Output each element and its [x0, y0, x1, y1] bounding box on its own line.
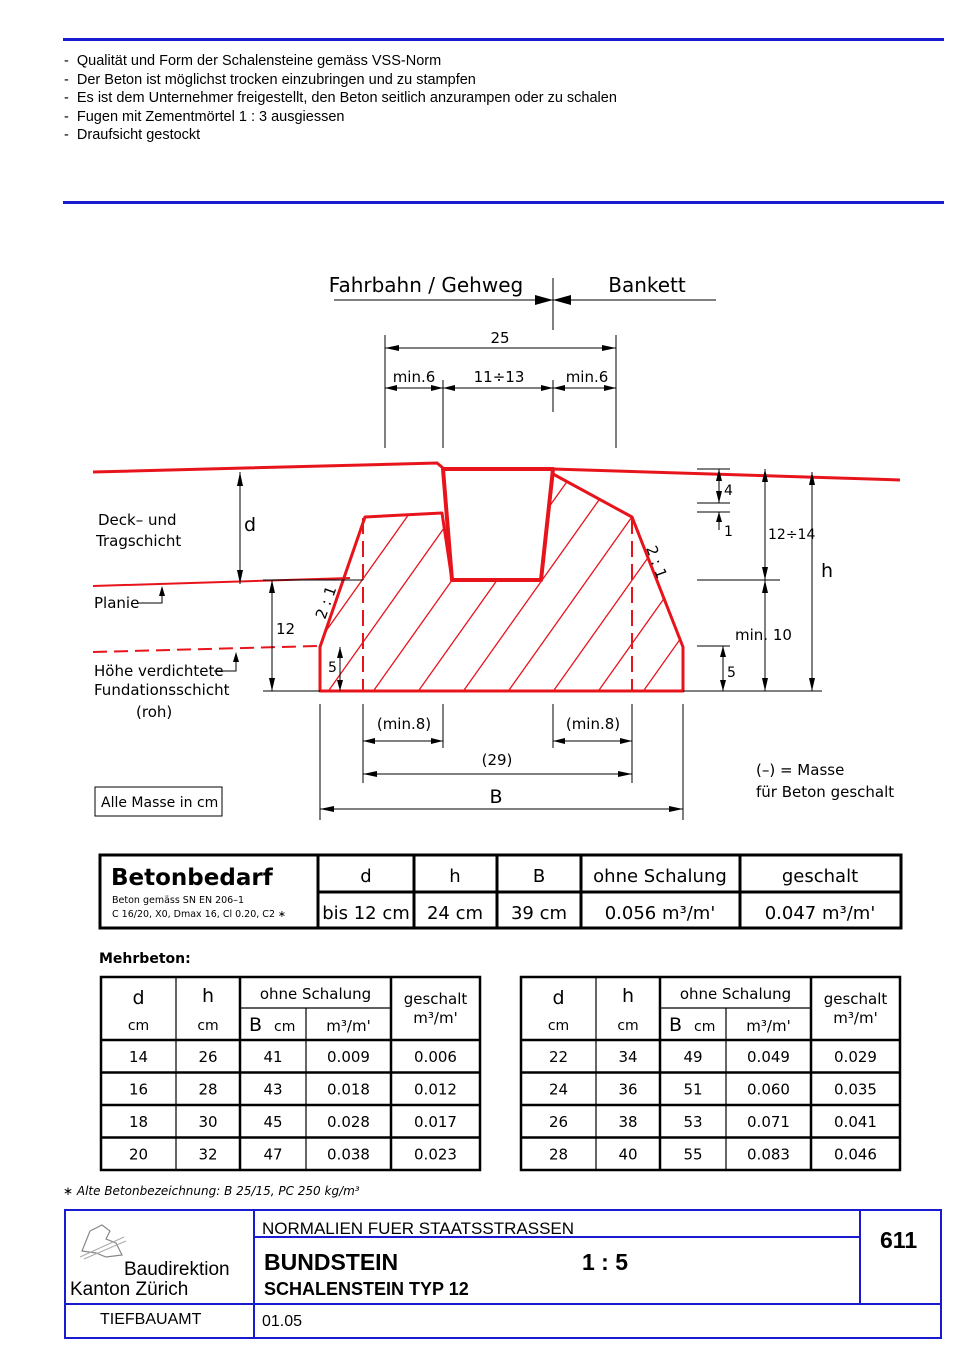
mb-left-header-cm-h: cm: [197, 1018, 219, 1034]
slope-right: 2 : 1: [642, 543, 671, 582]
dim-12-14: 12÷14: [768, 527, 816, 543]
mb-right-cell: 24: [548, 1080, 569, 1099]
mb-right-cell: 0.046: [834, 1145, 877, 1164]
mb-left-cell: 43: [263, 1080, 283, 1099]
mb-left-header-ohne: ohne Schalung: [259, 985, 372, 1003]
mb-right-cell: 0.049: [747, 1048, 790, 1066]
mb-left-header-geschalt: geschalt: [403, 990, 468, 1008]
dim-4: 4: [724, 483, 733, 499]
doc-title: BUNDSTEIN: [264, 1249, 399, 1275]
slope-left: 2 : 1: [311, 583, 341, 622]
mb-left-cell: 0.009: [327, 1048, 370, 1066]
mb-right-header-geschalt: geschalt: [823, 990, 888, 1008]
mb-right-cell: 0.071: [747, 1113, 790, 1131]
mb-left-cell: 16: [128, 1080, 149, 1099]
mb-left-header-d: d: [132, 987, 145, 1009]
mb-right-cell: 55: [683, 1145, 703, 1164]
dim-h: h: [821, 560, 834, 582]
legend-1: (–) = Masse: [756, 761, 845, 779]
mb-right-header-B-cm: cm: [694, 1019, 716, 1035]
mb-left-cell: 18: [128, 1113, 149, 1131]
bb-header-B: B: [532, 866, 546, 887]
dim-min8-left: (min.8): [376, 715, 432, 733]
mb-right-header-B: B: [669, 1014, 683, 1036]
mb-left-cell: 0.028: [327, 1113, 370, 1131]
mb-right-cell: 36: [618, 1080, 638, 1099]
note-item: - Draufsicht gestockt: [64, 126, 617, 145]
mb-right-cell: 38: [618, 1113, 638, 1131]
mb-right-cell: 49: [683, 1048, 703, 1066]
bb-header-ohne: ohne Schalung: [593, 866, 727, 887]
doc-scale: 1 : 5: [582, 1249, 629, 1275]
dim-11-13: 11÷13: [473, 368, 525, 386]
mb-left-cell: 0.038: [327, 1145, 370, 1164]
mb-right-header-cm-h: cm: [617, 1018, 639, 1034]
doc-number: 611: [880, 1227, 918, 1253]
mb-left-cell: 0.017: [414, 1113, 457, 1131]
dim-25: 25: [490, 329, 510, 347]
dept: TIEFBAUAMT: [100, 1311, 202, 1328]
bb-value-h: 24 cm: [426, 903, 484, 924]
mb-left-cell: 30: [198, 1113, 218, 1131]
dim-29: (29): [481, 751, 513, 769]
bb-header-h: h: [449, 866, 461, 887]
lion-logo-icon: [76, 1221, 128, 1261]
mb-left-header-g-m3m: m³/m': [413, 1009, 458, 1027]
note-item: - Qualität und Form der Schalensteine gemäss VSS-Norm: [64, 52, 617, 71]
note-item: - Es ist dem Unternehmer freigestellt, den Beton seitlich anzurampen oder zu schalen: [64, 89, 617, 108]
bb-header-geschalt: geschalt: [781, 866, 859, 887]
mb-left-header-B-cm: cm: [274, 1019, 296, 1035]
mb-right-cell: 0.083: [747, 1145, 790, 1164]
betonbedarf-table: [100, 855, 901, 928]
doc-date: 01.05: [262, 1313, 303, 1330]
bb-header-d: d: [360, 866, 372, 887]
mb-right-header-ohne: ohne Schalung: [679, 985, 792, 1003]
mb-right-header-h: h: [621, 985, 635, 1007]
dim-12: 12: [276, 620, 296, 638]
series: NORMALIEN FUER STAATSSTRASSEN: [262, 1219, 575, 1238]
alle-masse: Alle Masse in cm: [101, 795, 219, 811]
mehrbeton-label: Mehrbeton:: [99, 951, 191, 967]
label-bankett: Bankett: [608, 273, 686, 297]
dim-min6-right: min.6: [565, 368, 609, 386]
mb-right-cell: 53: [683, 1113, 703, 1131]
mb-right-header-d: d: [552, 987, 565, 1009]
dim-5-right: 5: [727, 665, 736, 681]
mb-right-header-g-m3m: m³/m': [833, 1009, 878, 1027]
note-item: - Fugen mit Zementmörtel 1 : 3 ausgiessen: [64, 108, 617, 127]
note-item: - Der Beton ist möglichst trocken einzubringen und zu stampfen: [64, 71, 617, 90]
mehrbeton-table-left: [101, 977, 480, 1170]
betonbedarf-title: Betonbedarf: [111, 865, 273, 891]
mb-left-cell: 0.006: [414, 1048, 457, 1066]
mb-left-cell: 14: [128, 1048, 149, 1066]
dim-1: 1: [724, 524, 733, 540]
org-line-1: Baudirektion: [124, 1259, 230, 1280]
bb-value-d: bis 12 cm: [322, 903, 410, 924]
mb-left-header-B: B: [249, 1014, 263, 1036]
legend-2: für Beton geschalt: [756, 783, 895, 801]
mb-left-cell: 45: [263, 1113, 283, 1131]
label-deck-1: Deck– und: [98, 511, 177, 529]
mb-right-cell: 34: [618, 1048, 638, 1066]
mb-left-cell: 0.012: [414, 1080, 457, 1099]
mb-right-cell: 0.029: [834, 1048, 877, 1066]
mb-left-header-h: h: [201, 985, 215, 1007]
mb-right-cell: 26: [548, 1113, 569, 1131]
mb-left-cell: 0.018: [327, 1080, 370, 1099]
dim-5-left: 5: [328, 660, 337, 676]
mb-left-cell: 47: [263, 1145, 283, 1164]
mb-left-header-cm-d: cm: [127, 1018, 150, 1034]
mb-right-cell: 40: [618, 1145, 638, 1164]
curb-stone: [443, 469, 553, 580]
dim-B: B: [489, 786, 503, 808]
mb-right-cell: 28: [548, 1145, 569, 1164]
dim-min6-left: min.6: [392, 368, 436, 386]
mb-right-cell: 22: [548, 1048, 569, 1066]
mb-right-cell: 51: [683, 1080, 703, 1099]
mb-left-cell: 32: [198, 1145, 218, 1164]
dim-min8-right: (min.8): [565, 715, 621, 733]
footnote: ∗ Alte Betonbezeichnung: B 25/15, PC 250 kg/m³: [63, 1184, 360, 1198]
mb-right-header-cm-d: cm: [547, 1018, 570, 1034]
label-deck-2: Tragschicht: [96, 532, 182, 550]
mb-left-cell: 0.023: [414, 1145, 457, 1164]
mb-right-cell: 0.041: [834, 1113, 877, 1131]
mb-left-cell: 20: [128, 1145, 149, 1164]
label-hoehe-1: Höhe verdichtete: [94, 662, 224, 680]
mb-left-cell: 41: [263, 1048, 283, 1066]
label-fahrbahn: Fahrbahn / Gehweg: [328, 273, 524, 297]
mb-left-cell: 28: [198, 1080, 218, 1099]
label-hoehe-2: Fundationsschicht: [94, 681, 230, 699]
mb-right-cell: 0.060: [747, 1080, 790, 1099]
bb-value-geschalt: 0.047 m³/m': [764, 903, 876, 924]
bb-value-ohne: 0.056 m³/m': [604, 903, 716, 924]
mb-right-header-m3m: m³/m': [746, 1017, 791, 1035]
org-line-2: Kanton Zürich: [70, 1279, 189, 1300]
betonbedarf-sub2: C 16/20, X0, Dmax 16, Cl 0.20, C2 ∗: [112, 909, 286, 920]
bb-value-B: 39 cm: [510, 903, 568, 924]
mb-right-cell: 0.035: [834, 1080, 877, 1099]
betonbedarf-sub1: Beton gemäss SN EN 206–1: [112, 895, 245, 906]
label-hoehe-3: (roh): [136, 703, 173, 721]
doc-subtitle: SCHALENSTEIN TYP 12: [264, 1279, 469, 1299]
dim-min10: min. 10: [735, 626, 792, 644]
label-planie: Planie: [94, 594, 140, 612]
mb-left-cell: 26: [198, 1048, 218, 1066]
mehrbeton-table-right: [521, 977, 900, 1170]
dim-d: d: [244, 514, 257, 536]
mb-left-header-m3m: m³/m': [326, 1017, 371, 1035]
title-block: [64, 1209, 942, 1339]
